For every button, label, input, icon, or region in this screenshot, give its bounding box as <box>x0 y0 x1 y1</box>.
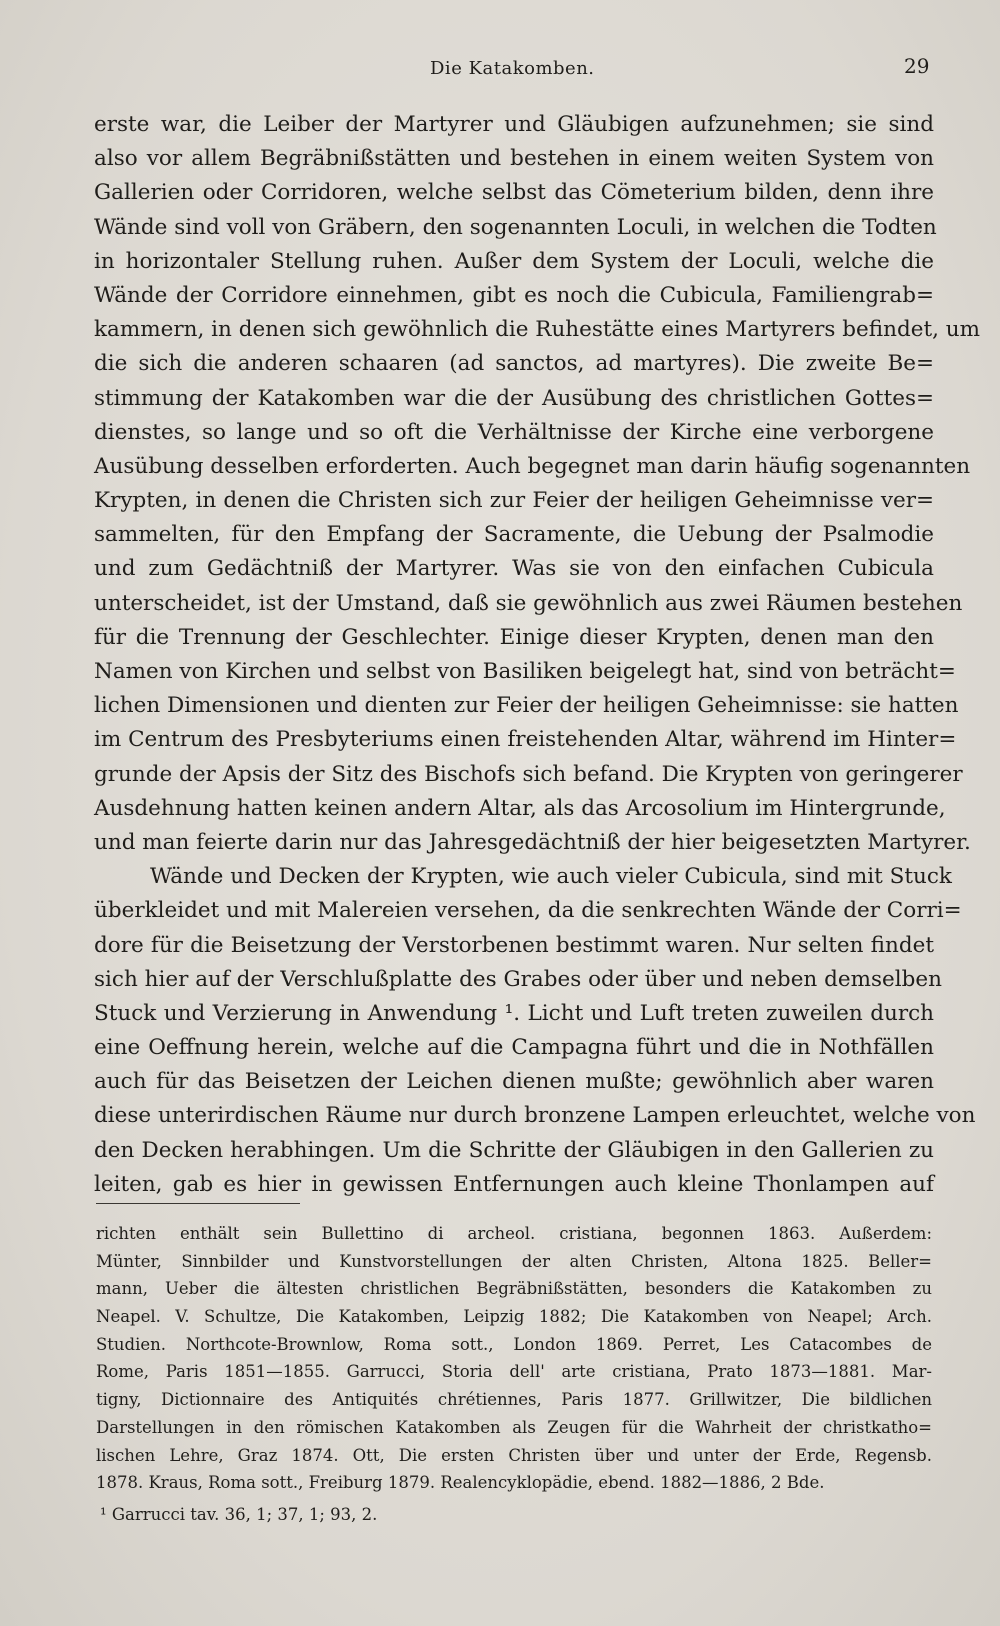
text-line: Krypten, in denen die Christen sich zur Feier der heiligen Geheimnisse ver= <box>94 488 934 514</box>
text-line: Stuck und Verzierung in Anwendung ¹. Licht und Luft treten zuweilen durch <box>94 1000 934 1026</box>
text-line: Ausübung desselben erforderten. Auch begegnet man darin häufig sogenannten <box>94 453 971 479</box>
main-text <box>94 108 980 1202</box>
text-line: sich hier auf der Verschlußplatte des Grabes oder über und neben demselben <box>94 966 942 992</box>
text-line: auch für das Beisetzen der Leichen dienen mußte; gewöhnlich aber waren <box>94 1069 934 1095</box>
text-line: Namen von Kirchen und selbst von Basiliken beigelegt hat, sind von beträcht= <box>94 659 956 684</box>
text-line: Wände sind voll von Gräbern, den sogenannten Loculi, in welchen die Todten <box>94 214 937 240</box>
text-line: grunde der Apsis der Sitz des Bischofs sich befand. Die Krypten von geringerer <box>94 761 963 787</box>
text-line: leiten, gab es hier in gewissen Entfernungen auch kleine Thonlampen auf <box>94 1171 934 1197</box>
text-line: Ausdehnung hatten keinen andern Altar, als das Arcosolium im Hintergrunde, <box>94 795 946 821</box>
footnote-line: Darstellungen in den römischen Katakomben als Zeugen für die Wahrheit der christkatho= <box>96 1417 932 1437</box>
running-head: Die Katakomben. <box>430 58 595 79</box>
footnote-line: Neapel. V. Schultze, Die Katakomben, Leipzig 1882; Die Katakomben von Neapel; Arch. <box>96 1307 932 1327</box>
text-line: überkleidet und mit Malereien versehen, da die senkrechten Wände der Corri= <box>94 898 962 924</box>
text-line: dore für die Beisetzung der Verstorbenen bestimmt waren. Nur selten findet <box>94 932 934 958</box>
text-line: diese unterirdischen Räume nur durch bronzene Lampen erleuchtet, welche von <box>94 1103 976 1129</box>
text-line: also vor allem Begräbnißstätten und bestehen in einem weiten System von <box>94 146 934 172</box>
text-line: dienstes, so lange und so oft die Verhältnisse der Kirche eine verborgene <box>94 419 934 445</box>
text-line: sammelten, für den Empfang der Sacramente, die Uebung der Psalmodie <box>94 522 934 548</box>
text-line: für die Trennung der Geschlechter. Einige dieser Krypten, denen man den <box>94 624 934 650</box>
footnote-line: Münter, Sinnbilder und Kunstvorstellungen der alten Christen, Altona 1825. Beller= <box>96 1251 932 1271</box>
text-line: lichen Dimensionen und dienten zur Feier der heiligen Geheimnisse: sie hatten <box>94 693 959 719</box>
text-line: in horizontaler Stellung ruhen. Außer dem System der Loculi, welche die <box>94 248 934 274</box>
text-line: eine Oeffnung herein, welche auf die Campagna führt und die in Nothfällen <box>94 1035 934 1061</box>
text-line: kammern, in denen sich gewöhnlich die Ruhestätte eines Martyrers befindet, um <box>94 317 980 343</box>
footnote-line: Rome, Paris 1851—1855. Garrucci, Storia dell' arte cristiana, Prato 1873—1881. Mar- <box>96 1362 932 1382</box>
footnote-line: tigny, Dictionnaire des Antiquités chrétiennes, Paris 1877. Grillwitzer, Die bildlichen <box>96 1390 932 1410</box>
text-line: Wände und Decken der Krypten, wie auch vieler Cubicula, sind mit Stuck <box>150 864 952 890</box>
footnote-separator <box>96 1203 300 1204</box>
footnote-line: lischen Lehre, Graz 1874. Ott, Die ersten Christen über und unter der Erde, Regensb. <box>96 1445 932 1465</box>
footnote-line: Studien. Northcote-Brownlow, Roma sott., London 1869. Perret, Les Catacombes de <box>96 1334 932 1354</box>
text-line: stimmung der Katakomben war die der Ausübung des christlichen Gottes= <box>94 385 934 411</box>
footnote-1: ¹ Garrucci tav. 36, 1; 37, 1; 93, 2. <box>100 1504 378 1524</box>
text-line: und man feierte darin nur das Jahresgedächtniß der hier beigesetzten Martyrer. <box>94 829 971 855</box>
page-number: 29 <box>904 54 930 78</box>
text-line: unterscheidet, ist der Umstand, daß sie gewöhnlich aus zwei Räumen bestehen <box>94 590 963 616</box>
text-line: im Centrum des Presbyteriums einen freistehenden Altar, während im Hinter= <box>94 727 957 753</box>
footnote-line: 1878. Kraus, Roma sott., Freiburg 1879. Realencyklopädie, ebend. 1882—1886, 2 Bde. <box>96 1473 825 1493</box>
footnote-line: mann, Ueber die ältesten christlichen Begräbnißstätten, besonders die Katakomben zu <box>96 1279 932 1299</box>
text-line: und zum Gedächtniß der Martyrer. Was sie von den einfachen Cubicula <box>94 556 934 582</box>
footnote-line: richten enthält sein Bullettino di archeol. cristiana, begonnen 1863. Außerdem: <box>96 1224 932 1243</box>
text-line: den Decken herabhingen. Um die Schritte der Gläubigen in den Gallerien zu <box>94 1137 934 1163</box>
text-line: die sich die anderen schaaren (ad sanctos, ad martyres). Die zweite Be= <box>94 351 934 377</box>
text-line: erste war, die Leiber der Martyrer und Gläubigen aufzunehmen; sie sind <box>94 112 934 137</box>
text-line: Gallerien oder Corridoren, welche selbst das Cömeterium bilden, denn ihre <box>94 180 934 206</box>
footnotes <box>96 1220 932 1529</box>
text-line: Wände der Corridore einnehmen, gibt es noch die Cubicula, Familiengrab= <box>94 282 934 308</box>
